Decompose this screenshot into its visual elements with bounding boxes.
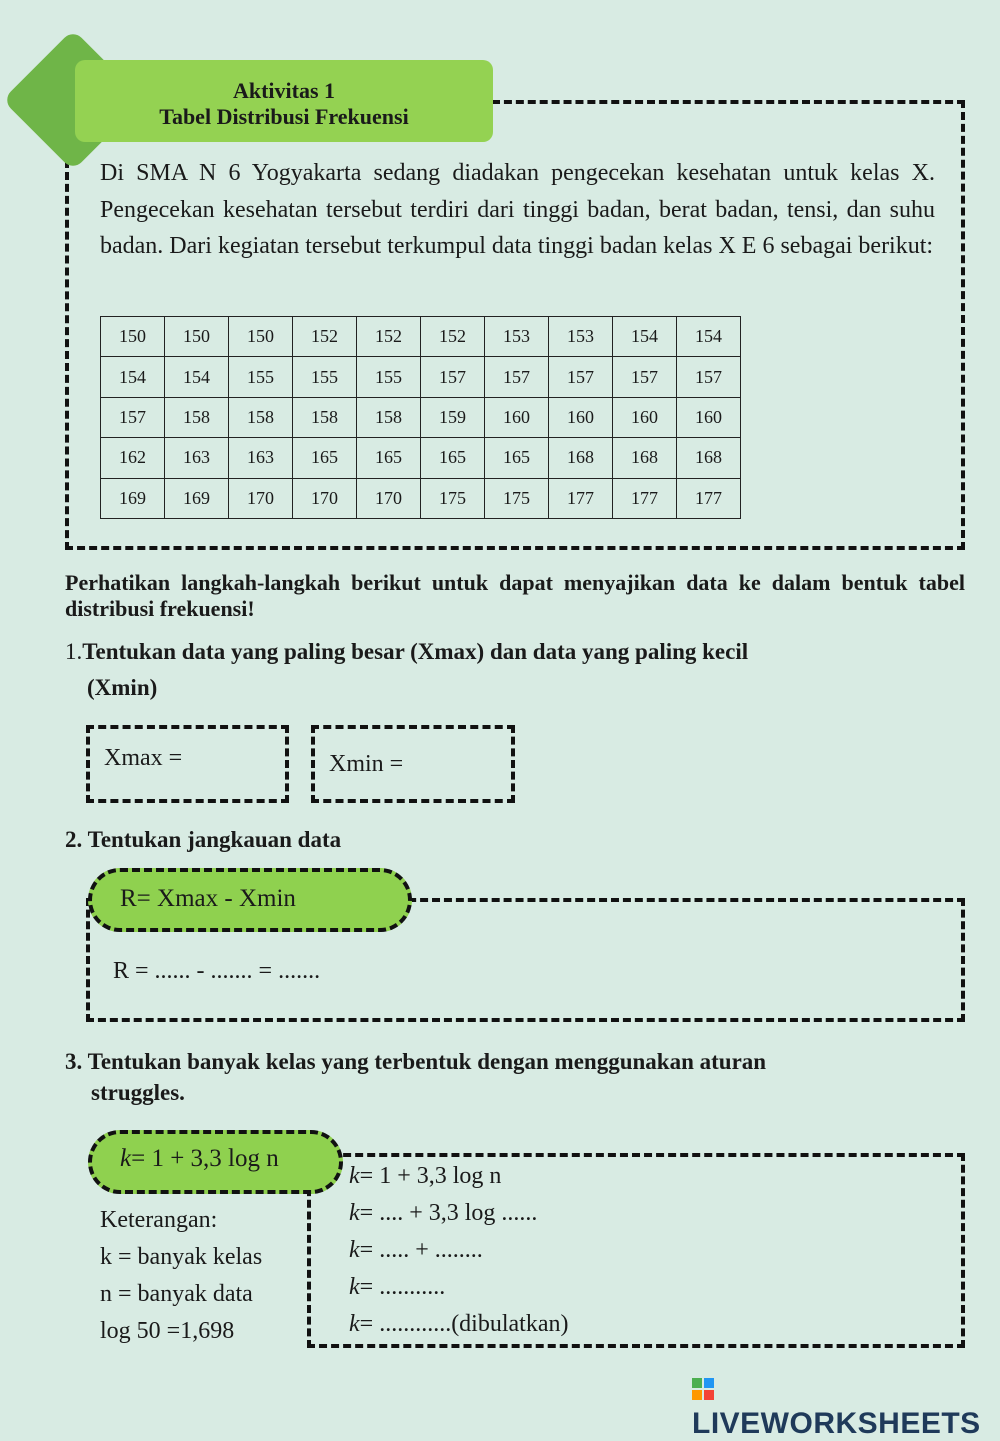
table-cell: 175 bbox=[421, 478, 485, 518]
table-cell: 159 bbox=[421, 397, 485, 437]
table-cell: 168 bbox=[613, 438, 677, 478]
work-line-rest: = ..... + ........ bbox=[359, 1237, 483, 1263]
table-cell: 157 bbox=[549, 357, 613, 397]
table-cell: 169 bbox=[101, 478, 165, 518]
work-line-k: k bbox=[349, 1200, 360, 1226]
note-line: log 50 =1,698 bbox=[100, 1318, 235, 1344]
table-row bbox=[101, 397, 741, 437]
table-cell: 150 bbox=[165, 317, 229, 357]
step1-number: 1. bbox=[65, 639, 83, 664]
table-cell: 152 bbox=[293, 317, 357, 357]
xmax-label: Xmax = bbox=[104, 745, 183, 771]
table-row bbox=[101, 357, 741, 397]
class-formula-rest: = 1 + 3,3 log n bbox=[131, 1145, 279, 1172]
table-cell: 168 bbox=[549, 438, 613, 478]
table-cell: 160 bbox=[485, 397, 549, 437]
xmin-answer-box[interactable] bbox=[311, 725, 515, 803]
table-cell: 154 bbox=[101, 357, 165, 397]
work-line-rest: = ........... bbox=[359, 1274, 446, 1300]
table-cell: 157 bbox=[485, 357, 549, 397]
table-cell: 158 bbox=[165, 397, 229, 437]
table-cell: 154 bbox=[677, 317, 741, 357]
table-cell: 160 bbox=[677, 397, 741, 437]
table-cell: 169 bbox=[165, 478, 229, 518]
class-formula bbox=[120, 1145, 279, 1173]
step1-line1: Tentukan data yang paling besar (Xmax) dan data yang paling kecil bbox=[82, 639, 749, 664]
problem-box-left-border bbox=[65, 160, 69, 550]
work-line bbox=[349, 1158, 568, 1195]
range-formula: R= Xmax - Xmin bbox=[120, 885, 296, 912]
work-line-k: k bbox=[349, 1311, 360, 1337]
table-cell: 157 bbox=[613, 357, 677, 397]
table-cell: 175 bbox=[485, 478, 549, 518]
table-cell: 155 bbox=[293, 357, 357, 397]
table-cell: 165 bbox=[421, 438, 485, 478]
activity-title-line2: Tabel Distribusi Frekuensi bbox=[159, 104, 409, 129]
step3-heading-line2: struggles. bbox=[91, 1080, 185, 1105]
work-line bbox=[349, 1306, 568, 1343]
table-cell: 158 bbox=[293, 397, 357, 437]
table-cell: 150 bbox=[229, 317, 293, 357]
note-line: k = banyak kelas bbox=[100, 1244, 263, 1270]
table-row bbox=[101, 317, 741, 357]
work-line-k: k bbox=[349, 1163, 360, 1189]
table-cell: 157 bbox=[677, 357, 741, 397]
table-row bbox=[101, 438, 741, 478]
table-cell: 152 bbox=[421, 317, 485, 357]
table-cell: 158 bbox=[357, 397, 421, 437]
table-cell: 152 bbox=[357, 317, 421, 357]
table-cell: 155 bbox=[357, 357, 421, 397]
work-line-rest: = ............(dibulatkan) bbox=[359, 1311, 569, 1337]
range-work-line: R = ...... - ....... = ....... bbox=[113, 958, 321, 984]
table-cell: 160 bbox=[613, 397, 677, 437]
table-cell: 165 bbox=[485, 438, 549, 478]
table-cell: 162 bbox=[101, 438, 165, 478]
class-formula-k: k bbox=[120, 1145, 132, 1172]
table-cell: 158 bbox=[229, 397, 293, 437]
table-cell: 155 bbox=[229, 357, 293, 397]
work-line bbox=[349, 1269, 568, 1306]
xmax-answer-box[interactable] bbox=[86, 725, 289, 803]
table-cell: 153 bbox=[549, 317, 613, 357]
table-row bbox=[101, 478, 741, 518]
table-cell: 154 bbox=[613, 317, 677, 357]
note-line: Keterangan: bbox=[100, 1207, 218, 1233]
work-line-rest: = 1 + 3,3 log n bbox=[359, 1163, 502, 1189]
notes-block bbox=[100, 1202, 262, 1350]
step1-line2: (Xmin) bbox=[87, 675, 158, 700]
table-cell: 177 bbox=[677, 478, 741, 518]
table-cell: 168 bbox=[677, 438, 741, 478]
table-cell: 160 bbox=[549, 397, 613, 437]
table-cell: 177 bbox=[613, 478, 677, 518]
step3-heading: 3. Tentukan banyak kelas yang terbentuk dengan menggunakan aturan bbox=[65, 1049, 767, 1074]
xmin-label: Xmin = bbox=[329, 751, 404, 777]
range-formula-pill bbox=[88, 868, 412, 932]
activity-title bbox=[75, 60, 493, 142]
work-line-k: k bbox=[349, 1274, 360, 1300]
intro-text: Di SMA N 6 Yogyakarta sedang diadakan pengecekan kesehatan untuk kelas X. Pengecekan kesehatan tersebut terdiri dari tinggi badan, berat badan, tensi, dan suhu badan. Dari kegiatan tersebut terkumpul data tinggi badan kelas X E 6 sebagai berikut: bbox=[100, 160, 935, 259]
table-cell: 170 bbox=[229, 478, 293, 518]
work-line bbox=[349, 1232, 568, 1269]
liveworksheets-text: LIVEWORKSHEETS bbox=[692, 1407, 981, 1440]
note-line: n = banyak data bbox=[100, 1281, 253, 1307]
table-cell: 165 bbox=[293, 438, 357, 478]
table-cell: 157 bbox=[101, 397, 165, 437]
table-cell: 150 bbox=[101, 317, 165, 357]
table-cell: 163 bbox=[165, 438, 229, 478]
activity-title-line1: Aktivitas 1 bbox=[232, 78, 336, 103]
instructions-text: Perhatikan langkah-langkah berikut untuk dapat menyajikan data ke dalam bentuk tabel distribusi frekuensi! bbox=[65, 570, 965, 621]
step1-heading bbox=[65, 634, 895, 669]
table-cell: 170 bbox=[293, 478, 357, 518]
class-count-work-lines bbox=[349, 1158, 568, 1343]
table-cell: 170 bbox=[357, 478, 421, 518]
work-line-rest: = .... + 3,3 log ...... bbox=[359, 1200, 538, 1226]
table-cell: 154 bbox=[165, 357, 229, 397]
table-cell: 153 bbox=[485, 317, 549, 357]
step2-heading: 2. Tentukan jangkauan data bbox=[65, 827, 342, 852]
table-cell: 177 bbox=[549, 478, 613, 518]
liveworksheets-logo bbox=[692, 1373, 1000, 1441]
class-formula-pill bbox=[88, 1130, 343, 1194]
height-data-table bbox=[100, 316, 741, 519]
table-cell: 157 bbox=[421, 357, 485, 397]
table-cell: 165 bbox=[357, 438, 421, 478]
work-line-k: k bbox=[349, 1237, 360, 1263]
work-line bbox=[349, 1195, 568, 1232]
table-cell: 163 bbox=[229, 438, 293, 478]
liveworksheets-icon bbox=[692, 1378, 714, 1400]
